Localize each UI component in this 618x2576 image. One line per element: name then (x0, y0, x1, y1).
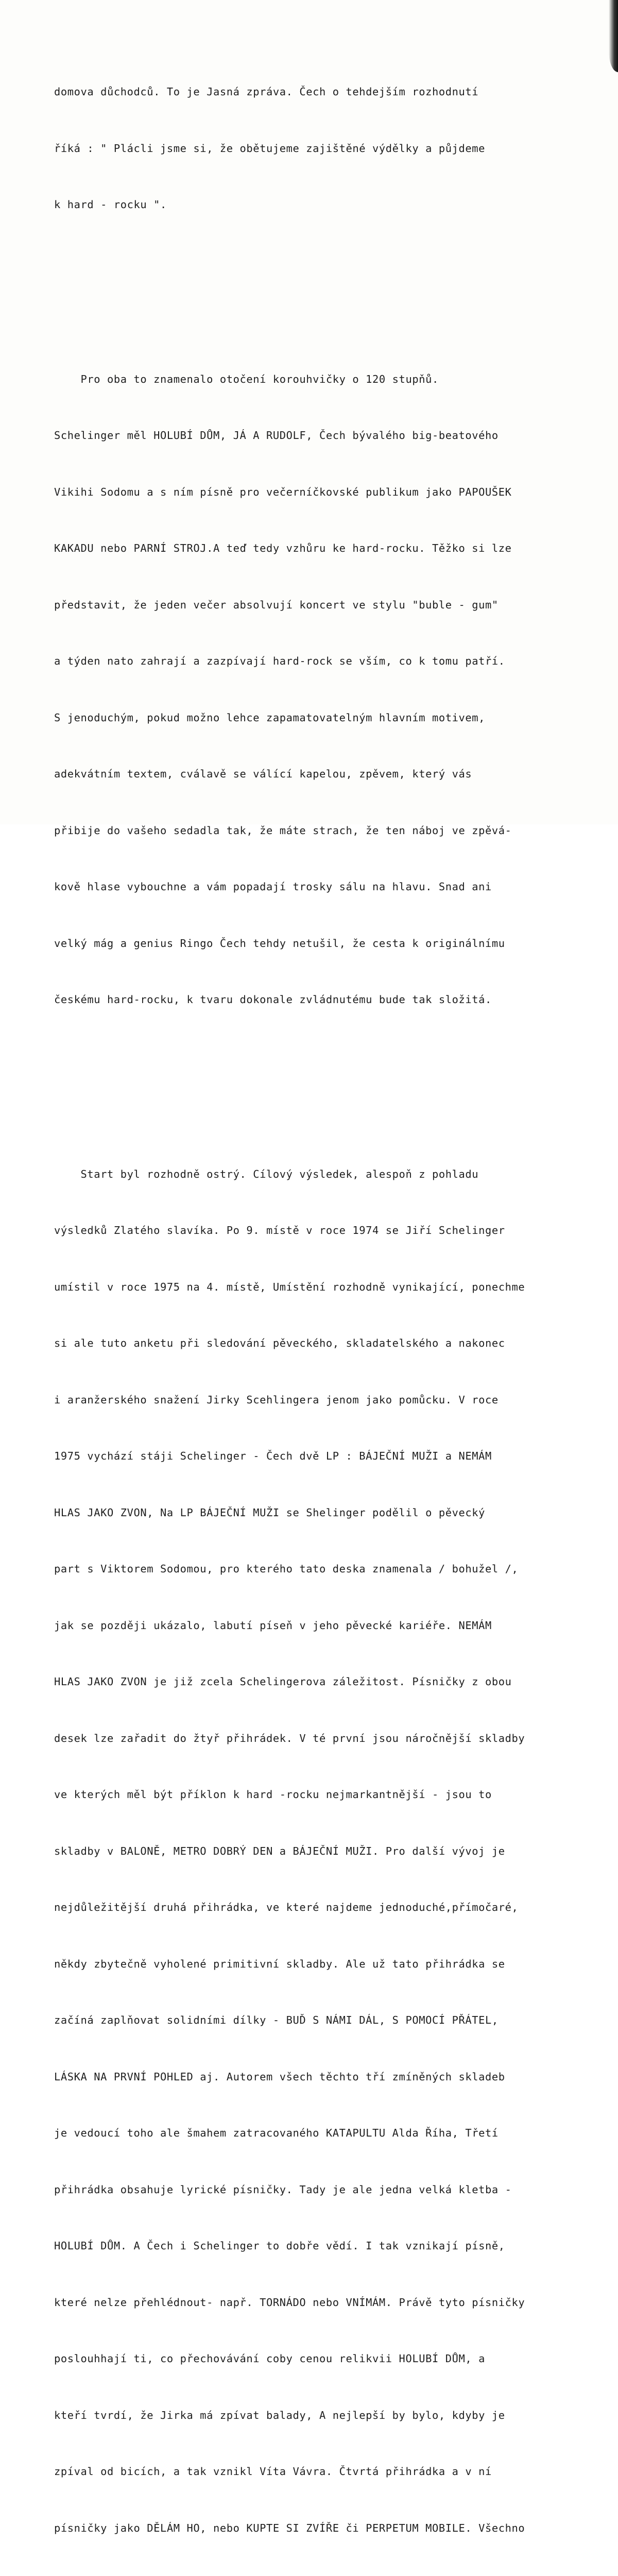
text-line: jak se později ukázalo, labutí píseň v jeho pěvecké kariéře. NEMÁM (54, 1619, 492, 1632)
text-line: umístil v roce 1975 na 4. místě, Umístění rozhodně vynikající, ponechme (54, 1280, 525, 1293)
text-line: přihrádka obsahuje lyrické písničky. Tady je ale jedna velká kletba - (54, 2183, 512, 2196)
typewritten-text (54, 7, 615, 2576)
text-line: desek lze zařadit do žtyř přihrádek. V té první jsou náročnější skladby (54, 1732, 525, 1744)
text-line: výsledků Zlatého slavíka. Po 9. místě v roce 1974 se Jiří Schelinger (54, 1224, 505, 1236)
text-line: S jenoduchým, pokud možno lehce zapamatovatelným hlavním motivem, (54, 711, 485, 724)
text-line: Start byl rozhodně ostrý. Cílový výsledek, alespoň z pohladu (54, 1167, 479, 1180)
text-line: začíná zaplňovat solidními dílky - BUĎ S NÁMI DÁL, S POMOCÍ PŘÁTEL, (54, 2014, 499, 2026)
text-line: ve kterých měl být příklon k hard -rocku nejmarkantnější - jsou to (54, 1788, 492, 1801)
paragraph-2 (54, 332, 615, 1047)
text-line: HLAS JAKO ZVON, Na LP BÁJEČNÍ MUŽI se Shelinger podělil o pěvecký (54, 1506, 485, 1519)
text-line: Vikihi Sodomu a s ním písně pro večerníčkovské publikum jako PAPOUŠEK (54, 485, 512, 498)
text-line: českému hard-rocku, k tvaru dokonale zvládnutému bude tak složitá. (54, 993, 492, 1006)
text-line: poslouhhají ti, co přechovávání coby cenou relikvii HOLUBÍ DŮM, a (54, 2352, 485, 2365)
text-line: LÁSKA NA PRVNÍ POHLED aj. Autorem všech těchto tří zmíněných skladeb (54, 2070, 505, 2083)
text-line: KAKADU nebo PARNÍ STROJ.A teď tedy vzhůru ke hard-rocku. Těžko si lze (54, 542, 512, 554)
text-line: part s Viktorem Sodomou, pro kterého tato deska znamenala / bohužel /, (54, 1563, 519, 1575)
text-line: je vedoucí toho ale šmahem zatracovaného KATAPULTU Alda Říha, Třetí (54, 2127, 499, 2139)
paragraph-gap (54, 290, 615, 295)
text-line: kově hlase vybouchne a vám popadají trosky sálu na hlavu. Snad ani (54, 880, 492, 893)
text-line: adekvátním textem, cválavě se válící kapelou, zpěvem, který vás (54, 768, 472, 780)
text-line: si ale tuto anketu při sledování pěveckého, skladatelského a nakonec (54, 1337, 505, 1349)
text-line: písničky jako DĚLÁM HO, nebo KUPTE SI ZVÍŘE či PERPETUM MOBILE. Všechno (54, 2521, 525, 2534)
text-line: velký mág a genius Ringo Čech tehdy netušil, že cesta k originálnímu (54, 937, 505, 950)
text-line: nejdůležitější druhá přihrádka, ve které najdeme jednoduché,přímočaré, (54, 1901, 519, 1913)
text-line: někdy zbytečně vyholené primitivní skladby. Ale už tato přihrádka se (54, 1957, 505, 1970)
text-line: zpíval od bicích, a tak vznikl Víta Vávra. Čtvrtá přihrádka a v ní (54, 2465, 492, 2478)
text-line: domova důchodců. To je Jasná zpráva. Čech o tehdejším rozhodnutí (54, 86, 479, 98)
text-line: i aranžerského snažení Jirky Scehlingera jenom jako pomůcku. V roce (54, 1393, 499, 1406)
text-line: 1975 vychází stáji Schelinger - Čech dvě LP : BÁJEČNÍ MUŽI a NEMÁM (54, 1450, 492, 1462)
text-line: skladby v BALONĚ, METRO DOBRÝ DEN a BÁJEČNÍ MUŽI. Pro další vývoj je (54, 1844, 505, 1857)
text-line: kteří tvrdí, že Jirka má zpívat balady, A nejlepší by bylo, kdyby je (54, 2409, 505, 2421)
text-line: které nelze přehlédnout- např. TORNÁDO nebo VNÍMÁM. Právě tyto písničky (54, 2296, 525, 2309)
text-line: HOLUBÍ DŮM. A Čech i Schelinger to dobře vědí. I tak vznikají písně, (54, 2240, 505, 2252)
text-line: Pro oba to znamenalo otočení korouhvičky o 120 stupňů. (54, 372, 439, 385)
paragraph-1 (54, 45, 615, 252)
text-line: přibije do vašeho sedadla tak, že máte strach, že ten náboj ve zpěvá- (54, 824, 512, 837)
text-line: a týden nato zahrají a zazpívají hard-rock se vším, co k tomu patří. (54, 655, 505, 667)
text-line: představit, že jeden večer absolvují koncert ve stylu "buble - gum" (54, 598, 499, 611)
text-line: Schelinger měl HOLUBÍ DŮM, JÁ A RUDOLF, Čech bývalého big-beatového (54, 429, 499, 442)
paragraph-gap (54, 1084, 615, 1090)
text-line: říká : " Plácli jsme si, že obětujeme zajištěné výdělky a půjdeme (54, 142, 485, 155)
text-line: HLAS JAKO ZVON je již zcela Schelingerova záležitost. Písničky z obou (54, 1675, 512, 1688)
paragraph-3 (54, 1127, 615, 2575)
text-line: k hard - rocku ". (54, 198, 167, 211)
